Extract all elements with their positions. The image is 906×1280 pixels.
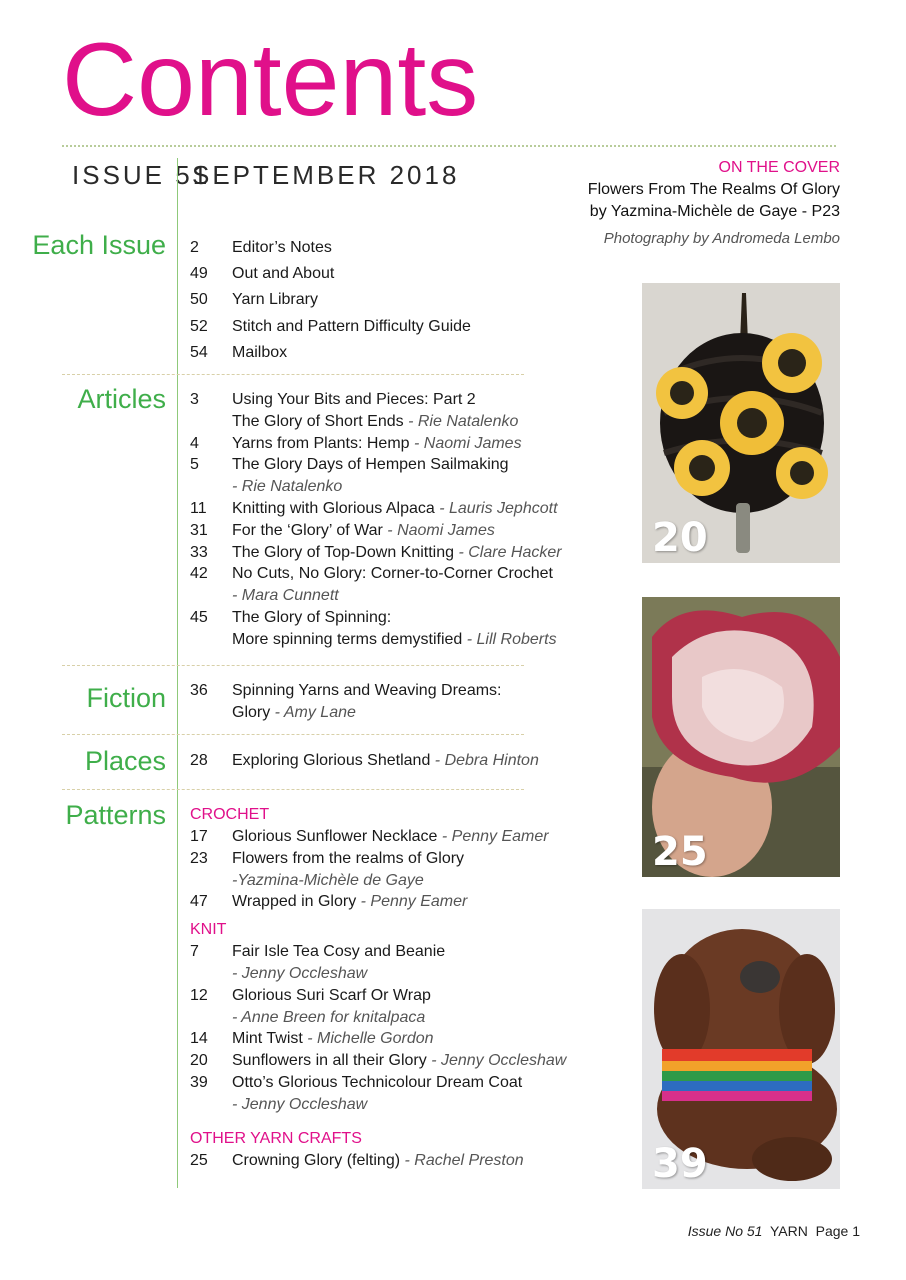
contents-entry	[190, 1094, 630, 1116]
entry-page-number: 36	[190, 682, 208, 699]
entry-author: - Lill Roberts	[462, 630, 557, 648]
entry-author: - Penny Eamer	[437, 828, 549, 845]
photo-credit: Photography by Andromeda Lembo	[603, 230, 840, 247]
section-divider	[62, 734, 524, 735]
entry-text	[232, 985, 630, 1007]
entry-title: The Glory of Spinning:	[232, 608, 392, 626]
contents-entry	[190, 433, 630, 455]
each-issue-list	[190, 235, 630, 366]
entry-author: - Rie Natalenko	[232, 478, 343, 496]
section-label-fiction: Fiction	[86, 683, 166, 713]
contents-entry	[190, 702, 630, 724]
entry-text	[232, 941, 630, 963]
page-title: Contents	[62, 22, 479, 138]
entry-page-number: 49	[190, 265, 208, 283]
entry-page-number: 50	[190, 291, 208, 309]
contents-entry	[190, 476, 630, 498]
entry-text	[232, 1050, 630, 1072]
contents-entry	[190, 1050, 630, 1072]
entry-text	[232, 314, 630, 340]
crochet-heading: CROCHET	[190, 806, 270, 823]
entry-text	[232, 870, 630, 892]
entry-title: The Glory of Short Ends	[232, 412, 404, 430]
entry-text	[232, 629, 630, 651]
entry-title: Using Your Bits and Pieces: Part 2	[232, 391, 476, 408]
photo-felted-hat	[642, 597, 840, 877]
contents-entry	[190, 826, 630, 848]
entry-page-number	[190, 1007, 232, 1029]
entry-title: Knitting with Glorious Alpaca	[232, 499, 435, 517]
entry-author: - Naomi James	[409, 434, 522, 452]
contents-entry	[190, 585, 630, 607]
entry-text	[232, 826, 630, 848]
contents-entry	[190, 629, 630, 651]
entry-title: Crowning Glory (felting)	[232, 1151, 401, 1169]
entry-title: Flowers from the realms of Glory	[232, 849, 465, 867]
entry-text	[232, 585, 630, 607]
entry-title: Mint Twist	[232, 1030, 303, 1048]
photo-page-number: 25	[652, 829, 708, 875]
entry-text	[232, 235, 630, 261]
entry-author: - Michelle Gordon	[302, 1030, 434, 1048]
contents-entry	[190, 1028, 630, 1050]
entry-page-number: 25	[190, 1151, 208, 1169]
entry-title: Out and About	[232, 265, 335, 283]
entry-page-number	[190, 1094, 232, 1116]
issue-date: SEPTEMBER 2018	[192, 160, 460, 190]
entry-title: Glorious Sunflower Necklace	[232, 828, 438, 845]
entry-page-number	[190, 585, 232, 607]
entry-author: - Amy Lane	[270, 703, 356, 721]
knit-heading: KNIT	[190, 921, 227, 939]
entry-author: - Jenny Occleshaw	[426, 1052, 567, 1070]
cover-byline: by Yazmina-Michèle de Gaye - P23	[589, 203, 840, 220]
contents-entry	[190, 891, 630, 913]
entry-text	[232, 542, 630, 564]
contents-entry	[190, 607, 630, 629]
entry-page-number: 17	[190, 828, 208, 845]
contents-entry	[190, 498, 630, 520]
entry-text	[232, 389, 630, 411]
entry-author: - Debra Hinton	[430, 752, 539, 769]
entry-page-number: 20	[190, 1052, 208, 1070]
entry-page-number: 7	[190, 943, 199, 961]
contents-entry	[190, 454, 630, 476]
entry-page-number: 3	[190, 391, 199, 408]
entry-text	[232, 1094, 630, 1116]
contents-entry	[190, 985, 630, 1007]
entry-text	[232, 287, 630, 313]
entry-title: Fair Isle Tea Cosy and Beanie	[232, 943, 446, 961]
contents-entry	[190, 389, 630, 411]
section-divider	[62, 665, 524, 666]
section-label-patterns: Patterns	[65, 800, 166, 830]
entry-author: - Rie Natalenko	[403, 412, 519, 430]
entry-author: - Anne Breen for knitalpaca	[232, 1008, 426, 1026]
entry-page-number	[190, 963, 232, 985]
entry-title: Yarn Library	[232, 291, 318, 309]
section-divider	[62, 374, 524, 375]
entry-text	[232, 891, 630, 913]
entry-text	[232, 702, 630, 724]
section-divider	[62, 789, 524, 790]
contents-entry	[190, 340, 630, 366]
entry-text	[232, 454, 630, 476]
entry-title: Glorious Suri Scarf Or Wrap	[232, 986, 431, 1004]
entry-author: - Penny Eamer	[356, 893, 468, 911]
contents-entry	[190, 848, 630, 870]
entry-text	[232, 750, 630, 772]
entry-title: For the ‘Glory’ of War	[232, 521, 383, 539]
entry-author: - Jenny Occleshaw	[232, 1095, 368, 1113]
entry-text	[232, 476, 630, 498]
issue-number: ISSUE 51	[72, 160, 211, 190]
knit-list	[190, 941, 630, 1115]
photo-dog-coat	[642, 909, 840, 1189]
entry-author: -Yazmina-Michèle de Gaye	[232, 871, 424, 889]
places-list	[190, 750, 630, 772]
entry-author: - Mara Cunnett	[232, 587, 339, 605]
entry-author: - Naomi James	[382, 521, 495, 539]
entry-page-number: 47	[190, 893, 208, 911]
entry-title: More spinning terms demystified	[232, 630, 463, 648]
entry-title: Glory	[232, 703, 271, 721]
entry-page-number: 23	[190, 849, 208, 867]
contents-entry	[190, 563, 630, 585]
section-label-places: Places	[84, 746, 166, 776]
entry-page-number: 39	[190, 1073, 208, 1091]
entry-text	[232, 848, 630, 870]
entry-title: Spinning Yarns and Weaving Dreams:	[232, 682, 502, 699]
entry-title: Stitch and Pattern Difficulty Guide	[232, 317, 471, 335]
contents-entry	[190, 1007, 630, 1029]
title-divider	[62, 145, 836, 147]
column-divider	[177, 158, 178, 1188]
entry-title: The Glory Days of Hempen Sailmaking	[232, 456, 509, 474]
entry-page-number: 2	[190, 239, 199, 256]
entry-author: - Jenny Occleshaw	[232, 964, 368, 982]
entry-page-number: 5	[190, 456, 199, 474]
footer-page: Page 1	[815, 1223, 860, 1239]
entry-text	[232, 520, 630, 542]
patterns-block	[190, 804, 630, 1171]
entry-page-number: 14	[190, 1030, 208, 1048]
entry-page-number	[190, 411, 232, 433]
entry-title: Editor’s Notes	[232, 239, 332, 256]
articles-list	[190, 389, 630, 651]
other-crafts-list	[190, 1150, 630, 1172]
contents-entry	[190, 680, 630, 702]
contents-entry	[190, 235, 630, 261]
entry-title: Yarns from Plants: Hemp	[232, 434, 410, 452]
entry-title: Mailbox	[232, 343, 288, 361]
entry-page-number: 52	[190, 317, 208, 335]
entry-title: No Cuts, No Glory: Corner-to-Corner Crochet	[232, 565, 553, 583]
entry-author: - Clare Hacker	[454, 543, 562, 561]
contents-entry	[190, 941, 630, 963]
entry-text	[232, 411, 630, 433]
entry-text	[232, 1150, 630, 1172]
entry-page-number: 12	[190, 986, 208, 1004]
entry-page-number	[190, 870, 232, 892]
contents-entry	[190, 1072, 630, 1094]
footer-issue: Issue No 51	[687, 1223, 763, 1239]
entry-page-number: 28	[190, 752, 208, 769]
contents-entry	[190, 287, 630, 313]
cover-title: Flowers From The Realms Of Glory	[587, 181, 840, 198]
entry-title: Exploring Glorious Shetland	[232, 752, 431, 769]
contents-entry	[190, 963, 630, 985]
contents-entry	[190, 750, 630, 772]
cover-heading: ON THE COVER	[718, 159, 840, 176]
contents-entry	[190, 870, 630, 892]
entry-text	[232, 1007, 630, 1029]
entry-text	[232, 607, 630, 629]
contents-entry	[190, 542, 630, 564]
entry-author: - Rachel Preston	[400, 1151, 524, 1169]
entry-page-number: 54	[190, 343, 208, 361]
entry-text	[232, 433, 630, 455]
entry-text	[232, 563, 630, 585]
entry-page-number	[190, 476, 232, 498]
page-footer	[688, 1223, 860, 1239]
entry-page-number	[190, 629, 232, 651]
photo-sunflower-tea-cosy	[642, 283, 840, 563]
photo-page-number: 39	[652, 1141, 708, 1187]
fiction-list	[190, 680, 630, 724]
entry-title: The Glory of Top-Down Knitting	[232, 543, 455, 561]
crochet-list	[190, 826, 630, 913]
entry-page-number: 31	[190, 521, 208, 539]
contents-entry	[190, 1150, 630, 1172]
entry-title: Wrapped in Glory	[232, 893, 357, 911]
entry-page-number: 33	[190, 543, 208, 561]
contents-entry	[190, 314, 630, 340]
entry-text	[232, 1028, 630, 1050]
entry-text	[232, 1072, 630, 1094]
entry-title: Sunflowers in all their Glory	[232, 1052, 427, 1070]
entry-text	[232, 261, 630, 287]
section-label-articles: Articles	[77, 384, 166, 414]
contents-entry	[190, 261, 630, 287]
entry-page-number: 4	[190, 434, 199, 452]
footer-magazine: YARN	[769, 1223, 808, 1239]
entry-page-number	[190, 702, 232, 724]
entry-page-number: 42	[190, 565, 208, 583]
entry-text	[232, 680, 630, 702]
other-crafts-heading: OTHER YARN CRAFTS	[190, 1129, 362, 1147]
entry-author: - Lauris Jephcott	[434, 499, 558, 517]
entry-page-number: 45	[190, 608, 208, 626]
photo-page-number: 20	[652, 515, 708, 561]
entry-text	[232, 963, 630, 985]
entry-text	[232, 340, 630, 366]
entry-text	[232, 498, 630, 520]
entry-page-number: 11	[190, 499, 207, 517]
contents-entry	[190, 411, 630, 433]
section-label-each-issue: Each Issue	[32, 230, 166, 260]
entry-title: Otto’s Glorious Technicolour Dream Coat	[232, 1073, 523, 1091]
contents-entry	[190, 520, 630, 542]
